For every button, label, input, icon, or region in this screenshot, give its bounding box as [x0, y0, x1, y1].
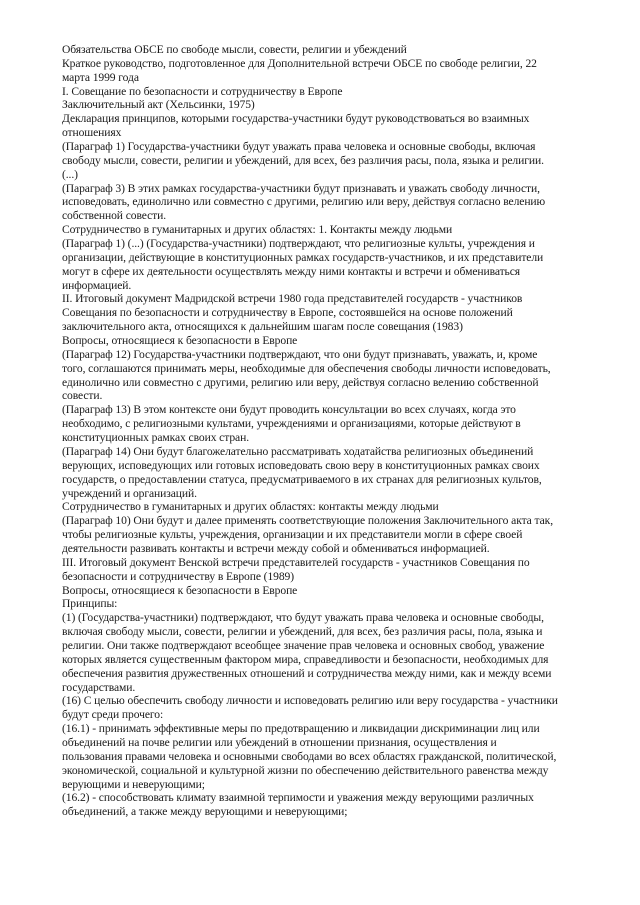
text-line: (1) (Государства-участники) подтверждают, что будут уважать права человека и основные свободы, [62, 611, 544, 625]
text-line: объединений, а также между верующими и неверующими; [62, 805, 348, 819]
text-line: могут в сфере их деятельности осуществлять между ними контакты и встречи и обмениваться [62, 264, 521, 278]
text-line: (16) С целью обеспечить свободу личности и исповедовать религию или веру государства - участники [62, 694, 558, 708]
text-line: (Параграф 10) Они будут и далее применять соответствующие положения Заключительного акта так, [62, 514, 554, 528]
text-line: религии. Они также подтверждают всеобщее значение прав человека и основных свобод, уважение [62, 638, 545, 652]
text-line: учреждений и организаций. [62, 486, 197, 500]
text-line: совести. [62, 389, 103, 403]
text-line: собственной совести. [62, 209, 167, 223]
text-line: информацией. [62, 278, 132, 292]
text-line: пользования правами человека и основными свободами во всех областях гражданской, политической, [62, 749, 557, 763]
text-line: верующих, исповедующих или готовых исповедовать свою веру в конституционных рамках своих [62, 458, 540, 472]
text-line: объединений на почве религии или убеждений в отношении признания, осуществления и [62, 735, 497, 749]
text-line: (...) [62, 167, 78, 181]
text-line: исповедовать, единолично или совместно с другими, религию или веру, действуя согласно велению [62, 195, 546, 209]
text-line: (Параграф 14) Они будут благожелательно рассматривать ходатайства религиозных объединений [62, 444, 534, 458]
document-title: Обязательства ОБСЕ по свободе мысли, совести, религии и убеждений [62, 43, 407, 56]
text-line: (Параграф 1) (...) (Государства-участники) подтверждают, что религиозные культы, учреждения и [62, 237, 535, 251]
text-line: включая свободу мысли, совести, религии и убеждений, для всех, без различия расы, пола, языка и [62, 625, 543, 639]
text-line: будут среди прочего: [62, 708, 164, 722]
text-line: свободу мысли, совести, религии и убеждений, для всех, без различия расы, пола, языка и религии. [62, 153, 544, 167]
text-line: I. Совещание по безопасности и сотрудничеству в Европе [62, 84, 343, 98]
text-line: Краткое руководство, подготовленное для Дополнительной встречи ОБСЕ по свободе религии, 22 [62, 56, 537, 70]
text-line: верующими и неверующими; [62, 777, 205, 791]
text-line: безопасности и сотрудничеству в Европе (1989) [62, 569, 294, 583]
text-line: (Параграф 1) Государства-участники будут уважать права человека и основные свободы, включая [62, 140, 536, 154]
text-line: Сотрудничество в гуманитарных и других областях: контакты между людьми [62, 500, 439, 514]
text-line: (Параграф 13) В этом контексте они будут проводить консультации во всех случаях, когда это [62, 403, 516, 417]
text-line: (16.1) - принимать эффективные меры по предотвращению и ликвидации дискриминации лиц или [62, 722, 540, 736]
text-line: отношениях [62, 126, 122, 140]
text-line: государствами. [62, 680, 136, 694]
text-line: обеспечения развития дружественных отношений и сотрудничества между ними, как и между всеми [62, 666, 552, 680]
text-line: Вопросы, относящиеся к безопасности в Европе [62, 334, 298, 348]
text-line: чтобы религиозные культы, учреждения, организации и их представители могли в сфере своей [62, 528, 523, 542]
text-line: Декларация принципов, которыми государства-участники будут руководствоваться во взаимных [62, 112, 530, 126]
text-line: (Параграф 3) В этих рамках государства-участники будут признавать и уважать свободу личности, [62, 181, 540, 195]
text-line: экономической, социальной и культурной жизни по обеспечению действительного равенства между [62, 763, 549, 777]
text-line: того, соглашаются принимать меры, необходимые для обеспечения свободы личности исповедовать, [62, 361, 551, 375]
text-line: Совещания по безопасности и сотрудничеству в Европе, состоявшейся на основе положений [62, 306, 513, 320]
text-line: Сотрудничество в гуманитарных и других областях: 1. Контакты между людьми [62, 223, 453, 237]
text-line: единолично или совместно с другими, религию или веру, действуя согласно велению собственной [62, 375, 539, 389]
text-line: Заключительный акт (Хельсинки, 1975) [62, 98, 255, 112]
text-line: марта 1999 года [62, 70, 139, 84]
text-line: заключительного акта, относящихся к дальнейшим шагам после совещания (1983) [62, 320, 463, 334]
text-line: II. Итоговый документ Мадридской встречи 1980 года представителей государств - участников [62, 292, 523, 306]
text-line: Принципы: [62, 597, 118, 611]
text-line: конституционных рамках своих стран. [62, 431, 249, 445]
text-line: (16.2) - способствовать климату взаимной терпимости и уважения между верующими различных [62, 791, 534, 805]
text-line: государств, о предоставлении статуса, предусматриваемого в их странах для религиозных культов, [62, 472, 542, 486]
document-page [62, 43, 602, 819]
text-line: Вопросы, относящиеся к безопасности в Европе [62, 583, 298, 597]
text-line: деятельности развивать контакты и встречи между собой и обмениваться информацией. [62, 541, 490, 555]
text-line: (Параграф 12) Государства-участники подтверждают, что они будут признавать, уважать, и, кроме [62, 347, 538, 361]
text-line: которых является существенным фактором мира, справедливости и безопасности, необходимых для [62, 652, 549, 666]
text-line: III. Итоговый документ Венской встречи представителей государств - участников Совещания по [62, 555, 530, 569]
text-line: необходимо, с религиозными культами, учреждениями и организациями, которые действуют в [62, 417, 521, 431]
text-line: организации, действующие в конституционных рамках государств-участников, и их представители [62, 250, 544, 264]
